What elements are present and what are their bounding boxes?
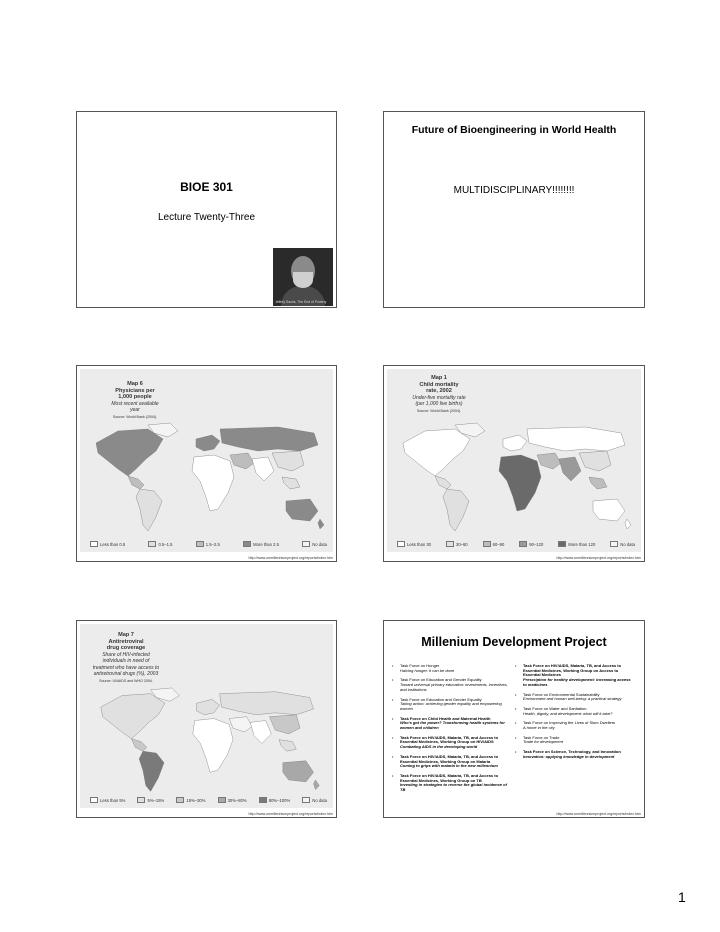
legend-item: 30%–80% — [218, 797, 247, 803]
legend-swatch — [196, 541, 204, 547]
task-force-name: Task Force on Improving the Lives of Slum Dwellers — [523, 720, 616, 726]
source-url[interactable]: http://www.unmillenniumproject.org/reports/index.htm — [556, 812, 641, 816]
legend-item: No data — [302, 541, 327, 547]
task-force-name: Task Force on HIV/AIDS, Malaria, TB, and Access to Essential Medicines, Working Group on Malaria — [400, 753, 499, 764]
legend-item: More than 2.5 — [243, 541, 279, 547]
task-force-item — [392, 755, 508, 769]
legend-item: No data — [610, 541, 635, 547]
map-legend — [90, 796, 327, 804]
task-force-item — [515, 707, 631, 716]
lecture-subtitle: Lecture Twenty-Three — [157, 212, 256, 223]
map-legend — [397, 540, 635, 548]
task-force-name: Task Force on Child Health and Maternal Health — [400, 715, 491, 721]
report-title: Who's got the power? Transforming health systems for women and children — [400, 720, 505, 731]
task-force-item — [392, 664, 508, 673]
legend-item: 80%–100% — [259, 797, 290, 803]
map-panel — [80, 369, 333, 552]
task-force-name: Task Force on Hunger — [400, 663, 440, 668]
task-force-name: Task Force on HIV/AIDS, Malaria, TB, and Access to Essential Medicines, Working Group on HIV/AIDS — [400, 734, 499, 745]
report-title: Combating AIDS in the developing world — [400, 744, 478, 750]
task-force-name: Task Force on HIV/AIDS, Malaria, TB, and Access to Essential Medicines, Working Group on TB — [400, 772, 499, 783]
report-title: Investing in strategies to reverse the global incidence of TB — [400, 782, 507, 793]
task-force-item — [392, 774, 508, 793]
task-force-item — [515, 736, 631, 745]
slide-title — [76, 111, 337, 308]
source-url[interactable]: http://www.unmillenniumproject.org/reports/index.htm — [556, 556, 641, 560]
report-title: Prescription for healthy development: increasing access to medicines — [523, 677, 631, 687]
legend-item: Less than 5% — [90, 797, 125, 803]
task-force-name: Task Force on Water and Sanitation — [523, 705, 587, 711]
legend-item: 1.5–2.5 — [196, 541, 220, 547]
photo-caption: Jeffrey Sachs, The End of Poverty — [275, 300, 327, 304]
report-title: Trade for development — [523, 739, 563, 745]
legend-item: More than 120 — [558, 541, 595, 547]
task-force-name: Task Force on Science, Technology, and Innovation — [523, 749, 621, 755]
legend-swatch — [483, 541, 491, 547]
legend-item: 60–90 — [483, 541, 505, 547]
report-title: Health, dignity, and development: what will it take? — [523, 710, 613, 716]
legend-swatch — [176, 797, 184, 803]
map-title: Map 7 Antiretroviral drug coverage Share of HIV-infected individuals in need of treatment who have access to antiretroviral drugs (%), 2003 Source: UNAIDS and WHO 2004. — [92, 632, 160, 683]
report-title: Toward universal primary education: investments, incentives, and institutions — [400, 682, 508, 692]
legend-swatch — [218, 797, 226, 803]
slide-body-text: MULTIDISCIPLINARY!!!!!!!! — [453, 185, 575, 196]
task-force-item — [392, 717, 508, 731]
legend-item: 30–60 — [446, 541, 468, 547]
task-force-name: Task Force on Environmental Sustainability — [523, 691, 600, 697]
legend-item: Less than 30 — [397, 541, 431, 547]
page-number: 1 — [678, 889, 686, 905]
legend-item: No data — [302, 797, 327, 803]
report-title: Innovation: applying knowledge in development — [523, 753, 615, 759]
report-title: Halving hunger: it can be done — [400, 667, 455, 673]
legend-swatch — [397, 541, 405, 547]
slide-map-physicians — [76, 365, 337, 562]
map-panel — [80, 624, 333, 808]
course-title: BIOE 301 — [180, 180, 233, 194]
legend-swatch — [90, 541, 98, 547]
legend-item: 90–120 — [519, 541, 543, 547]
task-force-item — [392, 736, 508, 750]
report-title: A home in the city — [523, 725, 555, 731]
legend-item: 15%–30% — [176, 797, 205, 803]
legend-item: 5%–15% — [137, 797, 164, 803]
slide-heading: Millenium Development Project — [421, 635, 607, 649]
report-title: Taking action: achieving gender equality and empowering women — [400, 701, 502, 711]
legend-swatch — [90, 797, 98, 803]
legend-swatch — [243, 541, 251, 547]
task-force-item — [515, 664, 631, 688]
task-force-item — [515, 750, 631, 759]
source-url[interactable]: http://www.unmillenniumproject.org/reports/index.htm — [248, 812, 333, 816]
legend-swatch — [446, 541, 454, 547]
slide-future — [383, 111, 645, 308]
task-force-item — [392, 698, 508, 712]
map-legend — [90, 540, 327, 548]
world-map — [395, 421, 640, 541]
map-title: Map 6 Physicians per 1,000 people Most recent available year Source: World Bank (2004). — [111, 381, 159, 419]
world-map — [88, 686, 333, 801]
legend-swatch — [558, 541, 566, 547]
slide-map-antiretroviral — [76, 620, 337, 818]
report-title: Coming to grips with malaria in the new millennium — [400, 763, 498, 769]
task-force-name: Task Force on Education and Gender Equality — [400, 696, 482, 702]
legend-swatch — [259, 797, 267, 803]
legend-swatch — [610, 541, 618, 547]
legend-swatch — [519, 541, 527, 547]
speaker-photo — [273, 248, 333, 306]
task-force-list-right — [515, 664, 631, 765]
legend-swatch — [302, 797, 310, 803]
legend-swatch — [137, 797, 145, 803]
world-map — [88, 421, 333, 541]
slide-heading: Future of Bioengineering in World Health — [411, 124, 617, 136]
legend-item: Less than 0.5 — [90, 541, 125, 547]
task-force-list-left — [392, 664, 508, 798]
task-force-item — [515, 721, 631, 730]
map-title: Map 1 Child mortality rate, 2002 Under-five mortality rate (per 1,000 live births) Source: World Bank (2004). — [412, 375, 466, 413]
task-force-name: Task Force on Education and Gender Equality — [400, 677, 482, 683]
legend-swatch — [302, 541, 310, 547]
map-panel — [387, 369, 641, 552]
task-force-item — [515, 693, 631, 702]
slide-map-child-mortality — [383, 365, 645, 562]
report-title: Environment and human well-being: a practical strategy — [523, 696, 622, 702]
slide-millenium-project — [383, 620, 645, 818]
source-url[interactable]: http://www.unmillenniumproject.org/reports/index.htm — [248, 556, 333, 560]
task-force-item — [392, 678, 508, 692]
legend-item: 0.5–1.5 — [148, 541, 172, 547]
task-force-name: Task Force on Trade — [523, 734, 560, 740]
legend-swatch — [148, 541, 156, 547]
task-force-name: Task Force on HIV/AIDS, Malaria, TB, and Access to Essential Medicines, Working Group on Access to Essential Medicines — [523, 663, 622, 678]
